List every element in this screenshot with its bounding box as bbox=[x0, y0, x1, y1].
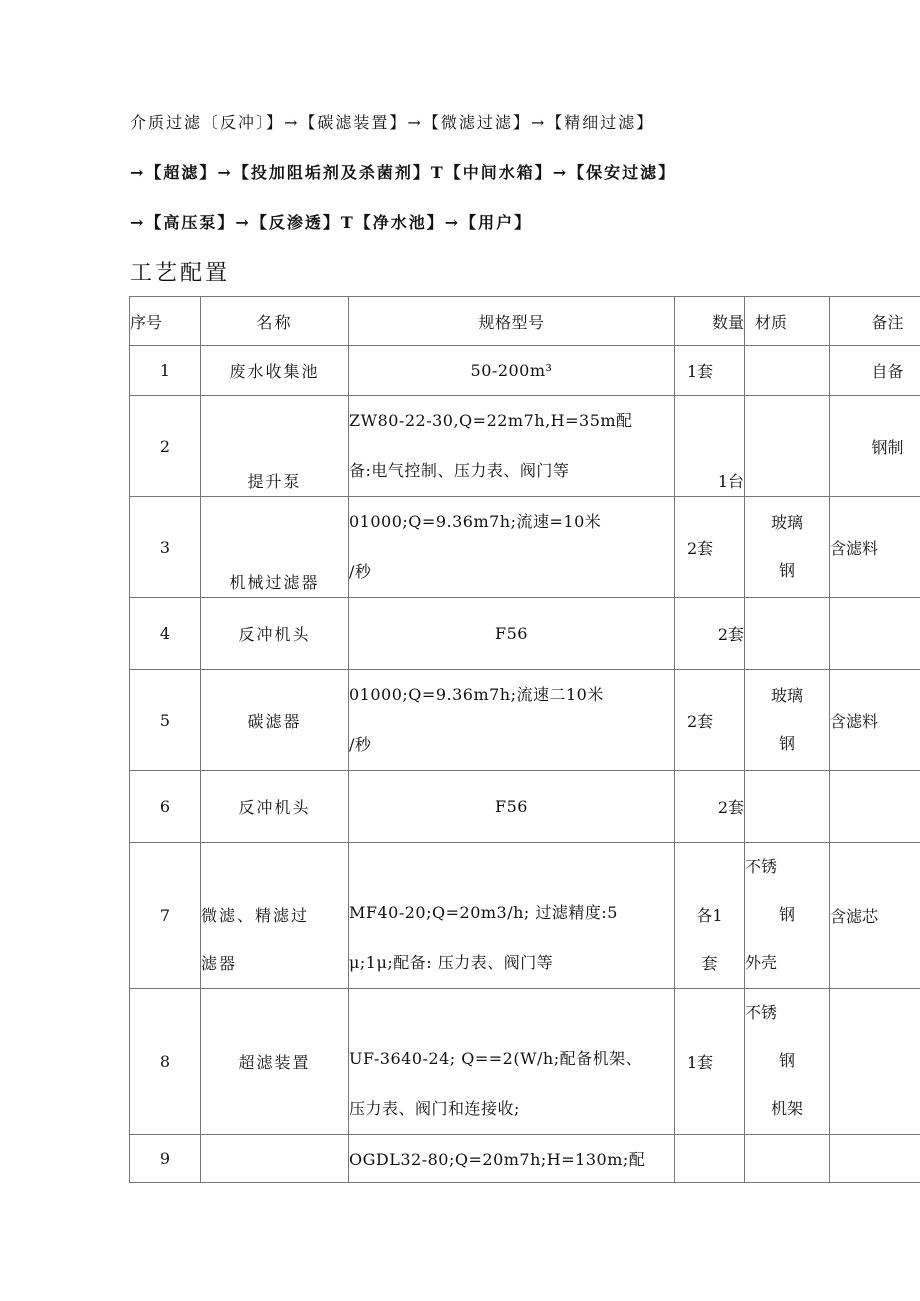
row-note: 含滤芯 bbox=[830, 843, 920, 989]
name-line: 滤器 bbox=[201, 954, 238, 973]
table-row bbox=[130, 989, 920, 1135]
spec-line: 压力表、阀门和连接收; bbox=[349, 1099, 520, 1118]
table-row bbox=[130, 1135, 920, 1183]
row-name bbox=[201, 1135, 349, 1183]
material-line: 机架 bbox=[770, 1099, 803, 1118]
process-flow-line-1: 介质过滤〔反冲〕】→【碳滤装置】→【微滤过滤】→【精细过滤】 bbox=[130, 113, 655, 132]
row-note bbox=[830, 771, 920, 843]
row-note: 自备 bbox=[830, 346, 920, 396]
spec-line: MF40-20;Q=20m3/h; 过滤精度:5 bbox=[349, 903, 618, 922]
spec-line: μ;1μ;配备: 压力表、阀门等 bbox=[349, 953, 554, 972]
row-name: 废水收集池 bbox=[201, 346, 349, 396]
process-flow-line-3: →【高压泵】→【反渗透】T【净水池】→【用户】 bbox=[130, 213, 533, 232]
table-row bbox=[130, 598, 920, 670]
table-header-row bbox=[130, 297, 920, 346]
header-name: 名称 bbox=[201, 297, 349, 346]
row-material bbox=[745, 989, 830, 1135]
row-spec bbox=[349, 843, 675, 989]
header-no: 序号 bbox=[130, 297, 201, 346]
material-line: 玻璃 bbox=[770, 513, 803, 532]
header-spec: 规格型号 bbox=[349, 297, 675, 346]
spec-line: /秒 bbox=[349, 735, 372, 754]
name-line: 微滤、精滤过 bbox=[201, 906, 310, 925]
row-qty: 2套 bbox=[675, 497, 745, 598]
table-row bbox=[130, 396, 920, 497]
qty-line: 套 bbox=[701, 954, 718, 973]
row-no: 1 bbox=[130, 346, 201, 396]
row-qty: 1套 bbox=[675, 989, 745, 1135]
row-qty bbox=[675, 843, 745, 989]
row-qty: 1台 bbox=[675, 396, 745, 497]
table-row bbox=[130, 497, 920, 598]
row-qty: 1套 bbox=[675, 346, 745, 396]
row-qty: 2套 bbox=[675, 771, 745, 843]
row-qty bbox=[675, 1135, 745, 1183]
table-row bbox=[130, 843, 920, 989]
row-spec: F56 bbox=[349, 598, 675, 670]
spec-line: UF-3640-24; Q==2(W/h;配备机架、 bbox=[349, 1049, 643, 1068]
material-line: 钢 bbox=[778, 905, 795, 924]
row-no: 4 bbox=[130, 598, 201, 670]
row-name: 提升泵 bbox=[201, 396, 349, 497]
row-no: 5 bbox=[130, 670, 201, 771]
row-no: 9 bbox=[130, 1135, 201, 1183]
row-material bbox=[745, 598, 830, 670]
row-no: 3 bbox=[130, 497, 201, 598]
row-spec bbox=[349, 670, 675, 771]
process-flow-line-2: →【超滤】→【投加阻垢剂及杀菌剂】T【中间水箱】→【保安过滤】 bbox=[130, 163, 677, 182]
header-qty: 数量 bbox=[675, 297, 745, 346]
table-row bbox=[130, 771, 920, 843]
section-title: 工艺配置 bbox=[130, 261, 231, 286]
table-row bbox=[130, 346, 920, 396]
row-name: 机械过滤器 bbox=[201, 497, 349, 598]
row-name: 反冲机头 bbox=[201, 598, 349, 670]
row-name: 超滤装置 bbox=[201, 989, 349, 1135]
row-no: 2 bbox=[130, 396, 201, 497]
row-name: 碳滤器 bbox=[201, 670, 349, 771]
row-spec bbox=[349, 989, 675, 1135]
qty-line: 各1 bbox=[696, 906, 723, 925]
row-material bbox=[745, 843, 830, 989]
row-note bbox=[830, 989, 920, 1135]
material-line: 不锈 bbox=[745, 857, 778, 876]
header-note: 备注 bbox=[830, 297, 920, 346]
spec-line: 备:电气控制、压力表、阀门等 bbox=[349, 461, 570, 480]
row-material bbox=[745, 670, 830, 771]
row-material bbox=[745, 1135, 830, 1183]
header-material: 材质 bbox=[745, 297, 830, 346]
row-material bbox=[745, 396, 830, 497]
row-no: 8 bbox=[130, 989, 201, 1135]
spec-line: ZW80-22-30,Q=22m7h,H=35m配 bbox=[349, 411, 633, 430]
spec-line: /秒 bbox=[349, 562, 372, 581]
row-no: 6 bbox=[130, 771, 201, 843]
row-spec: F56 bbox=[349, 771, 675, 843]
row-material bbox=[745, 346, 830, 396]
row-qty: 2套 bbox=[675, 670, 745, 771]
row-no: 7 bbox=[130, 843, 201, 989]
material-line: 玻璃 bbox=[770, 686, 803, 705]
row-note: 钢制 bbox=[830, 396, 920, 497]
table-row bbox=[130, 670, 920, 771]
row-qty: 2套 bbox=[675, 598, 745, 670]
spec-line: 01000;Q=9.36m7h;流速二10米 bbox=[349, 685, 604, 704]
row-name bbox=[201, 843, 349, 989]
material-line: 钢 bbox=[778, 1051, 795, 1070]
row-note bbox=[830, 598, 920, 670]
material-line: 钢 bbox=[778, 561, 795, 580]
row-note bbox=[830, 1135, 920, 1183]
row-spec: 50-200m³ bbox=[349, 346, 675, 396]
row-material bbox=[745, 497, 830, 598]
spec-line: 01000;Q=9.36m7h;流速=10米 bbox=[349, 512, 602, 531]
row-spec bbox=[349, 396, 675, 497]
row-note: 含滤料 bbox=[830, 497, 920, 598]
material-line: 钢 bbox=[778, 734, 795, 753]
material-line: 不锈 bbox=[745, 1003, 778, 1022]
row-note: 含滤料 bbox=[830, 670, 920, 771]
row-name: 反冲机头 bbox=[201, 771, 349, 843]
process-config-table bbox=[129, 296, 920, 1183]
row-material bbox=[745, 771, 830, 843]
row-spec bbox=[349, 497, 675, 598]
row-spec: OGDL32-80;Q=20m7h;H=130m;配 bbox=[349, 1135, 675, 1183]
material-line: 外壳 bbox=[745, 953, 778, 972]
